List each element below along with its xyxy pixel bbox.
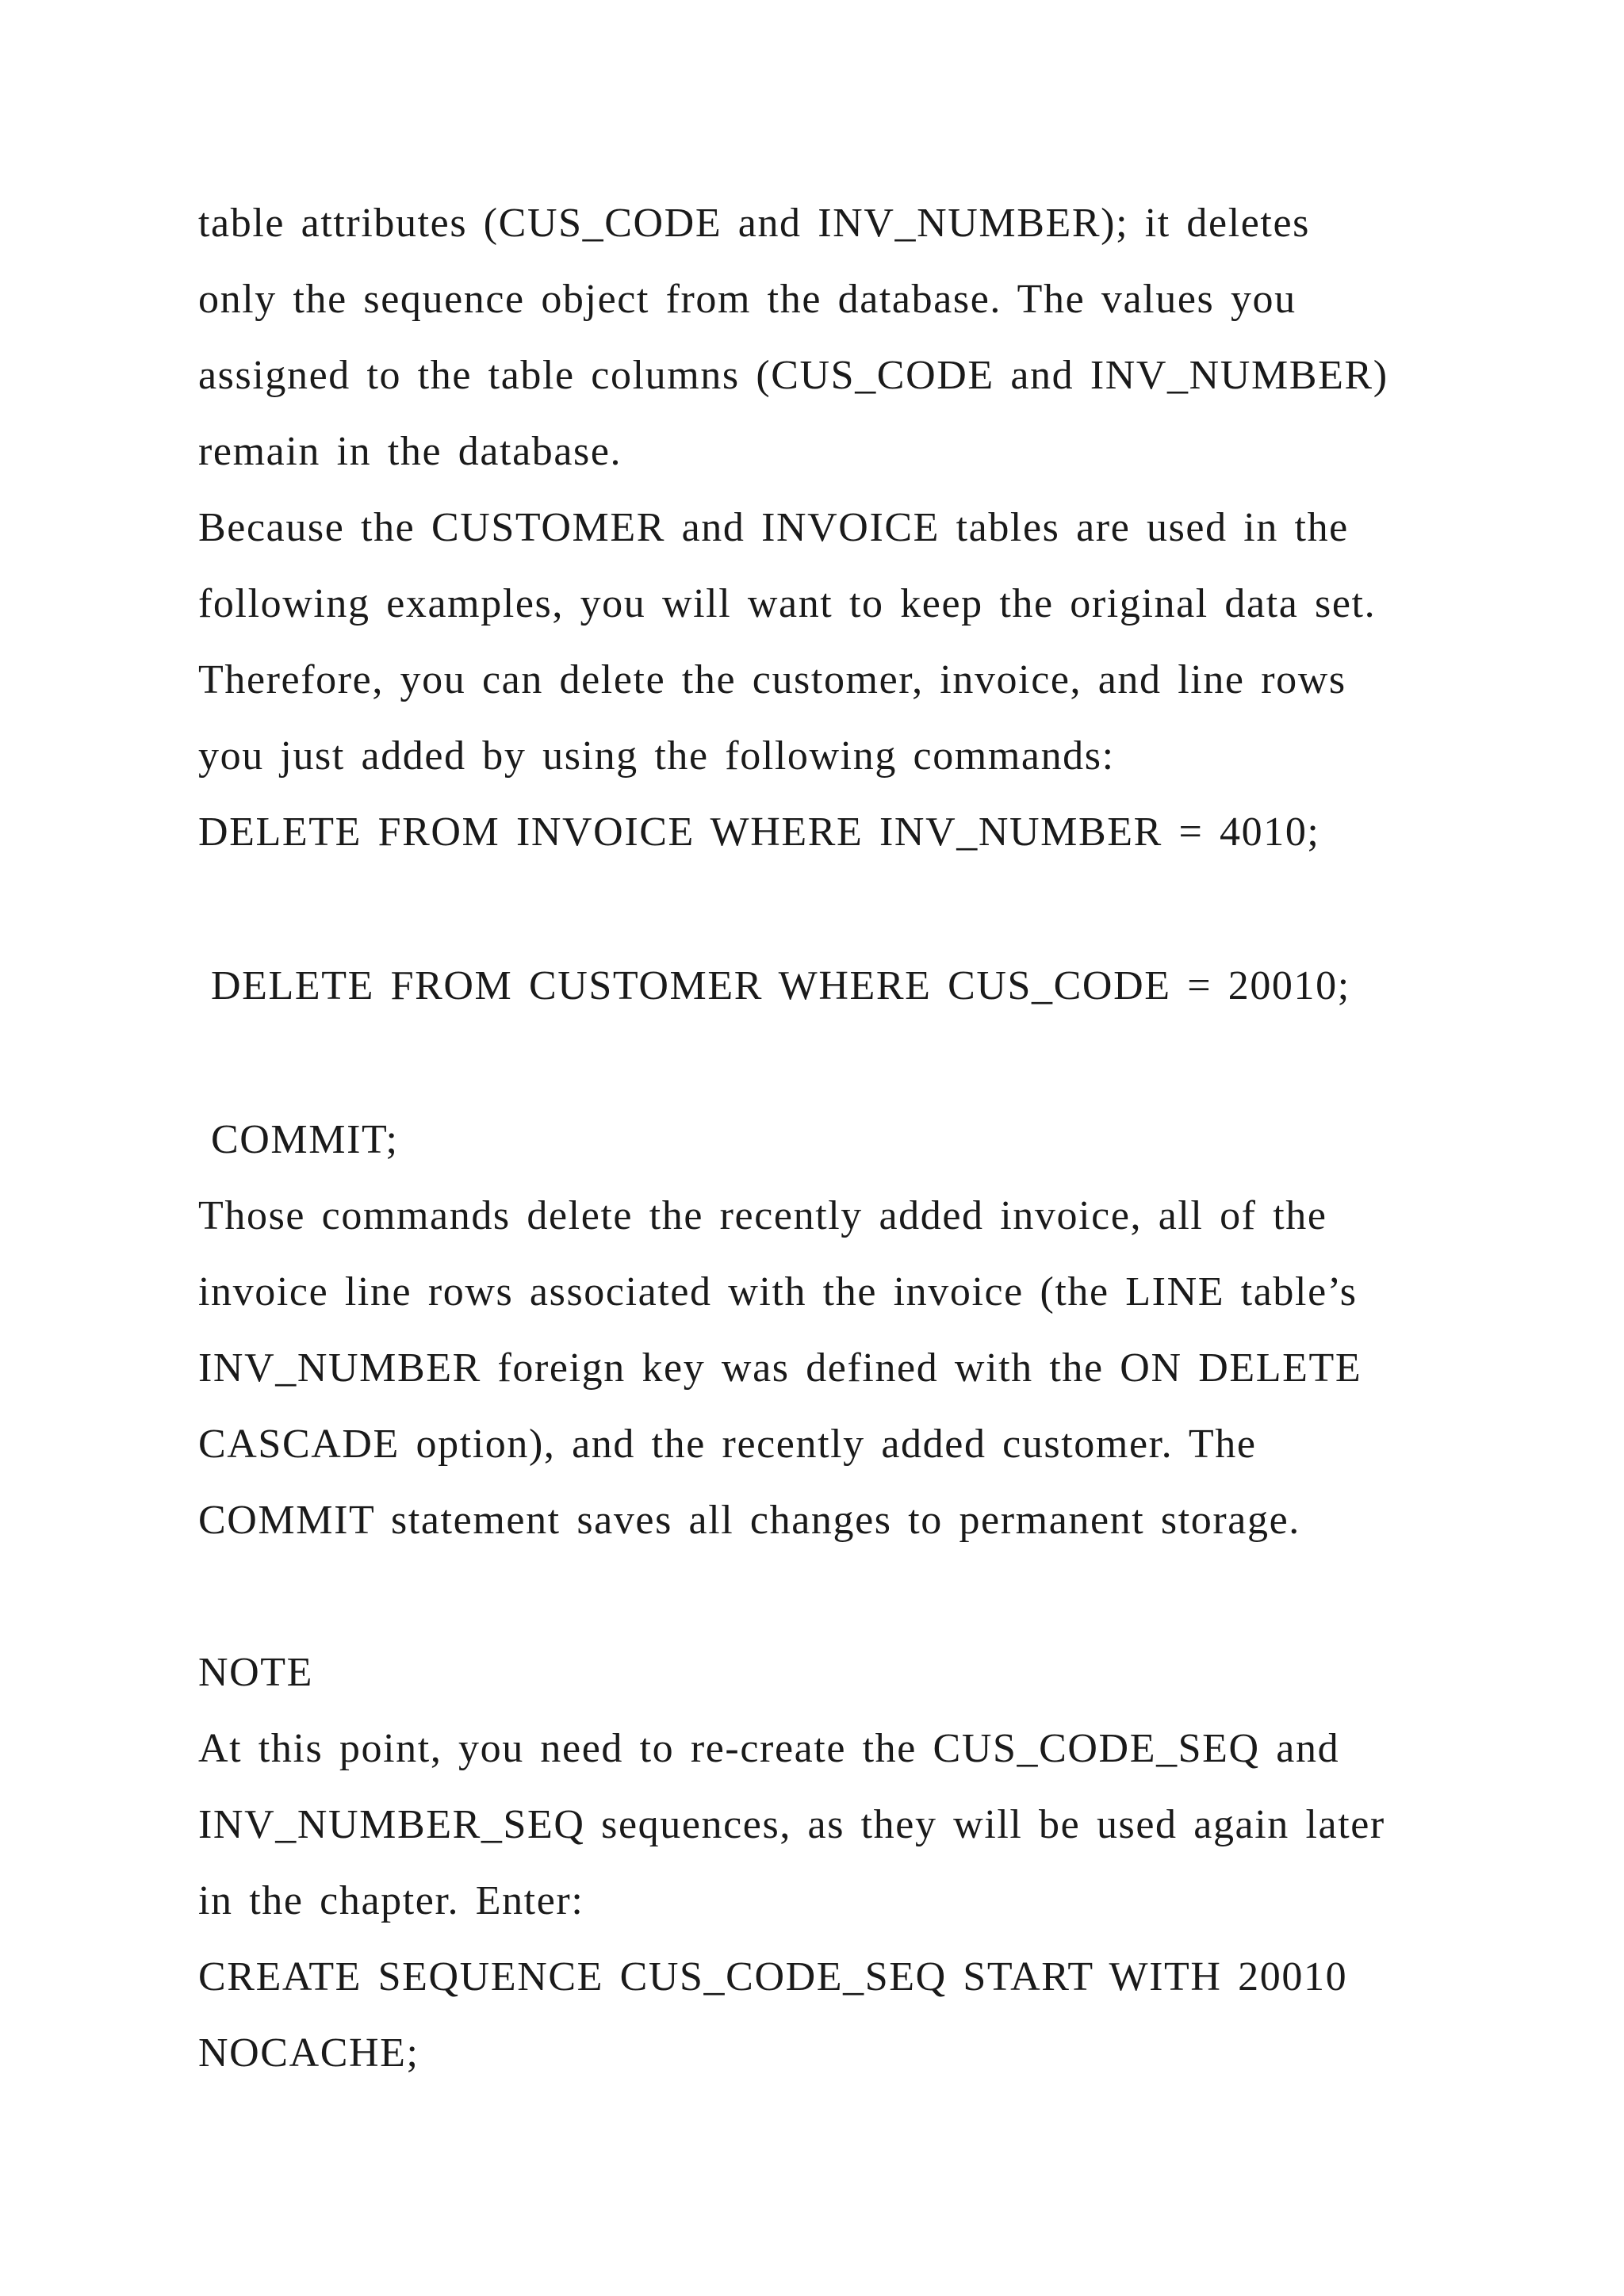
sql-command-line: NOCACHE;: [198, 2030, 419, 2076]
text-line: Because the CUSTOMER and INVOICE tables are used in the: [198, 505, 1349, 550]
text-line: At this point, you need to re-create the CUS_CODE_SEQ and: [198, 1726, 1340, 1771]
sql-command-line: CREATE SEQUENCE CUS_CODE_SEQ START WITH 20010: [198, 1954, 1348, 1999]
text-line: COMMIT statement saves all changes to permanent storage.: [198, 1498, 1300, 1543]
sql-command-line: DELETE FROM INVOICE WHERE INV_NUMBER = 4010;: [198, 809, 1320, 855]
text-line: INV_NUMBER foreign key was defined with the ON DELETE: [198, 1345, 1362, 1391]
text-line: table attributes (CUS_CODE and INV_NUMBER); it deletes: [198, 201, 1310, 246]
text-line: only the sequence object from the database. The values you: [198, 277, 1297, 322]
text-line: CASCADE option), and the recently added customer. The: [198, 1422, 1257, 1467]
text-line: in the chapter. Enter:: [198, 1878, 584, 1923]
text-line: assigned to the table columns (CUS_CODE and INV_NUMBER): [198, 353, 1388, 398]
text-line: remain in the database.: [198, 429, 622, 474]
sql-command-line: DELETE FROM CUSTOMER WHERE CUS_CODE = 20010;: [211, 963, 1350, 1008]
text-line: INV_NUMBER_SEQ sequences, as they will be used again later: [198, 1802, 1385, 1847]
text-line: you just added by using the following commands:: [198, 733, 1115, 779]
text-line: invoice line rows associated with the invoice (the LINE table’s: [198, 1269, 1358, 1314]
sql-command-line: COMMIT;: [211, 1117, 399, 1162]
text-line: following examples, you will want to keep the original data set.: [198, 581, 1377, 626]
text-line: Therefore, you can delete the customer, invoice, and line rows: [198, 657, 1346, 702]
text-line: Those commands delete the recently added invoice, all of the: [198, 1193, 1327, 1238]
note-heading: NOTE: [198, 1650, 314, 1695]
